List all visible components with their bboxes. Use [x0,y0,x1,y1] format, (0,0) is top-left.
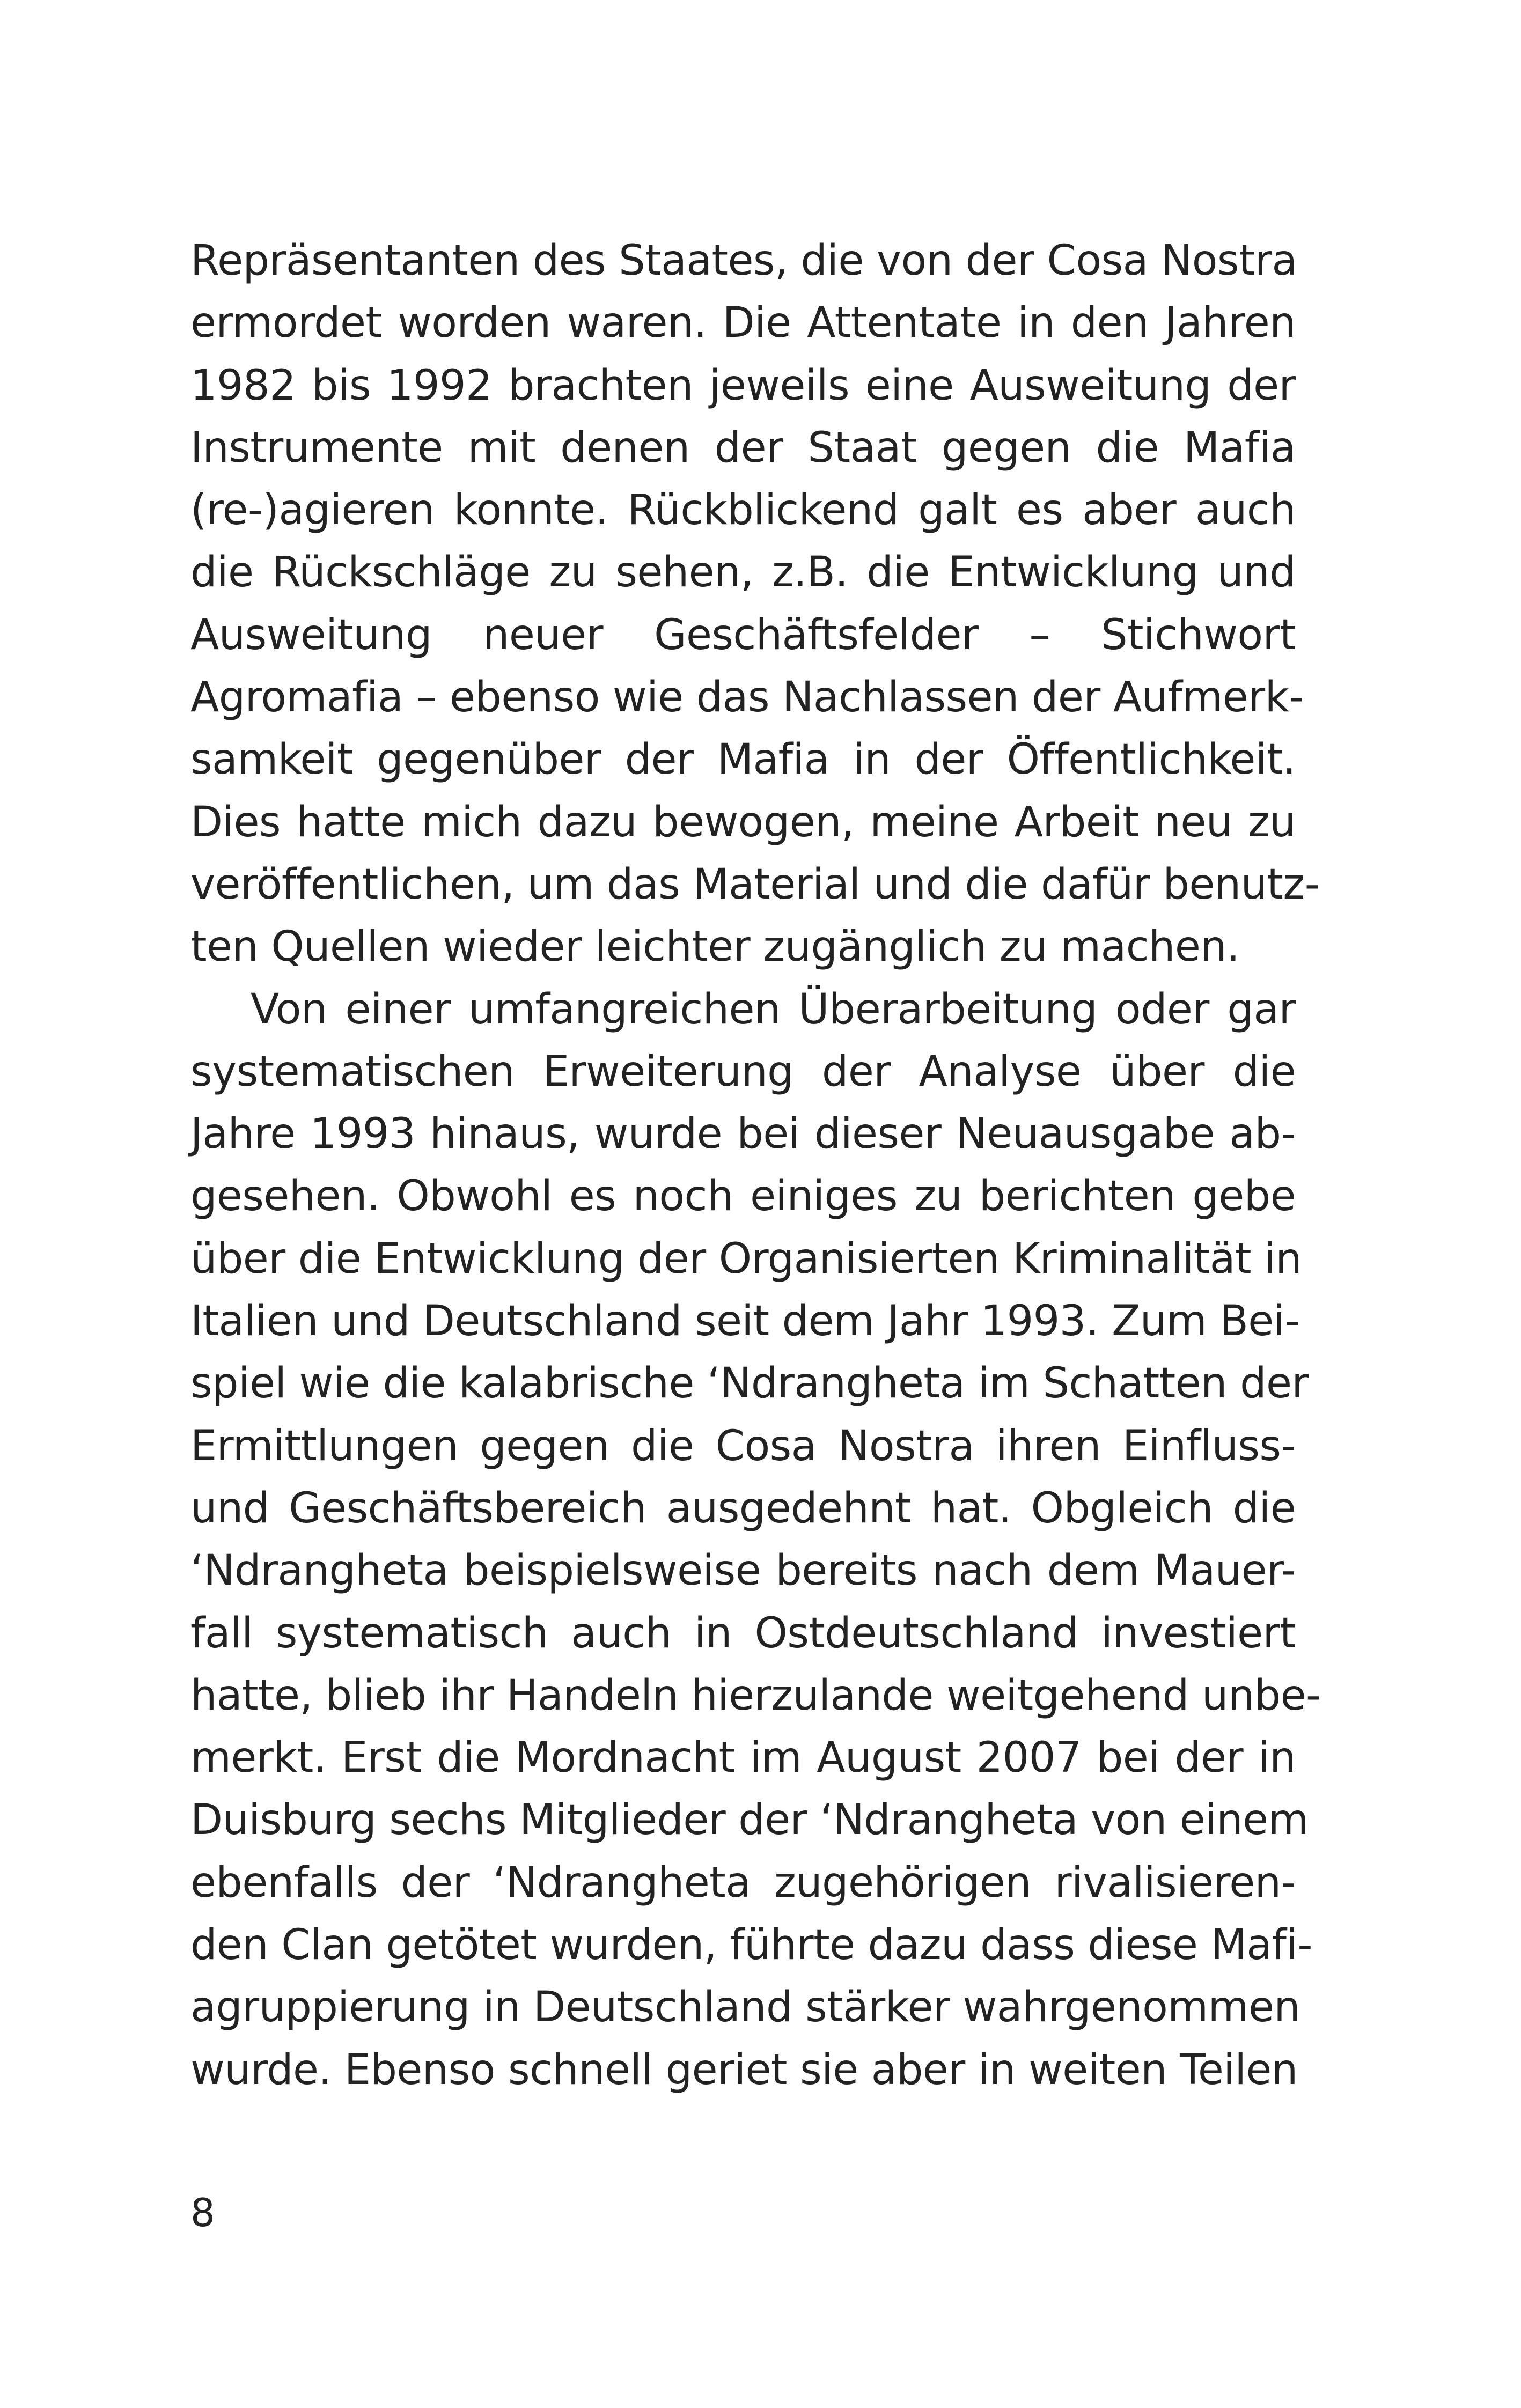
text-line: Ermittlungen gegen die Cosa Nostra ihren Einfluss- [190,1422,1296,1470]
text-line: die Rückschläge zu sehen, z.B. die Entwicklung und [190,548,1296,597]
text-line: spiel wie die kalabrische ‘Ndrangheta im Schatten der [190,1359,1309,1408]
text-line: Von einer umfangreichen Überarbeitung oder gar [251,985,1296,1034]
text-line: ebenfalls der ‘Ndrangheta zugehörigen rivalisieren- [190,1858,1296,1907]
text-line: merkt. Erst die Mordnacht im August 2007 bei der in [190,1734,1296,1783]
text-line: hatte, blieb ihr Handeln hierzulande weitgehend unbe- [190,1671,1321,1720]
text-line: veröffentlichen, um das Material und die dafür benutz- [190,860,1320,909]
text-line: fall systematisch auch in Ostdeutschland investiert [190,1609,1296,1658]
text-line: ten Quellen wieder leichter zugänglich zu machen. [190,923,1240,971]
text-line: über die Entwicklung der Organisierten Kriminalität in [190,1234,1302,1283]
text-line: Agromafia – ebenso wie das Nachlassen der Aufmerk- [190,673,1304,722]
text-line: gesehen. Obwohl es noch einiges zu berichten gebe [190,1172,1296,1221]
text-line: Ausweitung neuer Geschäftsfelder – Stichwort [190,610,1296,659]
paragraph-2 [190,978,1321,2101]
text-line: wurde. Ebenso schnell geriet sie aber in weiten Teilen [190,2045,1298,2094]
text-line: samkeit gegenüber der Mafia in der Öffentlichkeit. [190,735,1296,784]
text-line: Dies hatte mich dazu bewogen, meine Arbeit neu zu [190,798,1296,846]
body-text [190,230,1321,2101]
text-line: und Geschäftsbereich ausgedehnt hat. Obgleich die [190,1484,1296,1533]
text-line: ‘Ndrangheta beispielsweise bereits nach dem Mauer- [190,1547,1296,1595]
text-line: systematischen Erweiterung der Analyse über die [190,1047,1296,1096]
text-line: Instrumente mit denen der Staat gegen die Mafia [190,423,1296,472]
page-number: 8 [190,2190,215,2235]
text-line: ermordet worden waren. Die Attentate in den Jahren [190,299,1296,348]
paragraph-1 [190,230,1320,978]
text-line: Jahre 1993 hinaus, wurde bei dieser Neuausgabe ab- [190,1110,1296,1159]
text-line: den Clan getötet wurden, führte dazu dass diese Mafi- [190,1921,1312,1970]
text-line: (re-)agieren konnte. Rückblickend galt es aber auch [190,486,1296,535]
text-line: agruppierung in Deutschland stärker wahrgenommen [190,1983,1300,2032]
text-line: Duisburg sechs Mitglieder der ‘Ndrangheta von einem [190,1796,1309,1845]
text-line: Italien und Deutschland seit dem Jahr 1993. Zum Bei- [190,1297,1300,1346]
text-line: Repräsentanten des Staates, die von der Cosa Nostra [190,237,1297,285]
text-line: 1982 bis 1992 brachten jeweils eine Ausweitung der [190,361,1296,410]
